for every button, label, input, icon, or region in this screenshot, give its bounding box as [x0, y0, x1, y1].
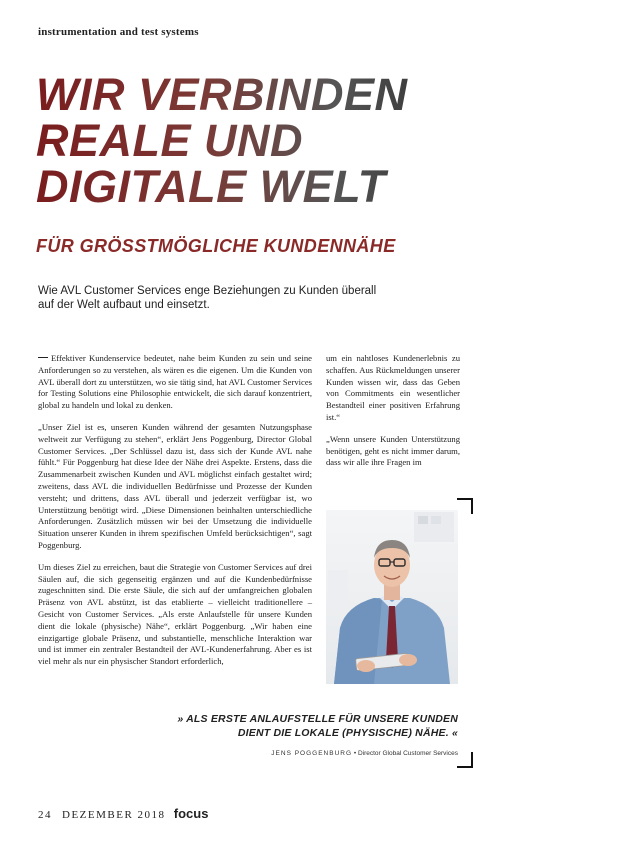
body-paragraph-4: um ein nahtloses Kundenerlebnis zu schaffen. Aus Rückmeldungen unserer Kunden wissen wir, dass das Geben von Commitments ein wesentlicher Bestandteil einer positiven Erfahrung ist.“	[326, 353, 460, 422]
page-footer	[38, 806, 208, 821]
start-marker	[38, 357, 48, 358]
headline-line-1: WIR VERBINDEN	[36, 69, 408, 120]
attribution-role: Director Global Customer Services	[357, 750, 458, 757]
lead-paragraph: Wie AVL Customer Services enge Beziehungen zu Kunden überall auf der Welt aufbaut und einsetzt.	[38, 285, 377, 311]
headline-line-2: REALE UND	[36, 115, 304, 166]
quote-attribution	[271, 750, 458, 757]
headline-line-3: DIGITALE WELT	[36, 161, 386, 212]
body-paragraph-1	[38, 353, 312, 412]
headline	[36, 69, 408, 212]
magazine-logo: focus	[173, 806, 209, 821]
body-column-1	[38, 353, 312, 678]
attribution-bullet: •	[353, 750, 357, 757]
page-number: 24	[38, 809, 52, 821]
body-paragraph-2: „Unser Ziel ist es, unseren Kunden während der gesamten Nutzungsphase weltweit zur Verfügung zu stehen“, erklärt Jens Poggenburg, Director Global Customer Services. „Der Schlüssel dazu ist, dass sich der Kunde AVL nahe fühlt.“ Für Poggenburg hat diese Idee der Nähe drei Aspekte. Erstens, dass die Zusammenarbeit zwischen Kunden und AVL möglichst einfach gestaltet wird; zweitens, dass AVL die individuellen Bedürfnisse und Prozesse der Kunden versteht; und drittens, dass AVL überall und jederzeit verfügbar ist, wo Unterstützung benötigt wird. „Diese Dimensionen beinhalten unterschiedliche Anforderungen. Zusätzlich müssen wir bei der Umsetzung die individuelle Situation unserer Kunden in ihrem spezifischen Umfeld berücksichtigen“, sagt Poggenburg.	[38, 421, 312, 550]
section-label: instrumentation and test systems	[38, 26, 199, 38]
issue-date: DEZEMBER 2018	[62, 809, 166, 821]
subheadline: FÜR GRÖSSTMÖGLICHE KUNDENNÄHE	[36, 236, 396, 256]
pull-quote: » ALS ERSTE ANLAUFSTELLE FÜR UNSERE KUNDEN DIENT DIE LOKALE (PHYSISCHE) NÄHE. «	[177, 713, 458, 739]
portrait-photo	[326, 510, 458, 684]
body-column-2	[326, 353, 460, 479]
quote-frame-top-corner	[457, 498, 473, 514]
body-paragraph-1-text: Effektiver Kundenservice bedeutet, nahe beim Kunden zu sein und seine Anforderungen so zu verstehen, als wären es die eigenen. Um die Kunden von AVL überall dort zu unterstützen, wo sie tätig sind, hat AVL Customer Services for Testing Solutions eine Philosophie entwickelt, die sich darauf konzentriert, global zu handeln und lokal zu denken.	[38, 353, 312, 411]
body-paragraph-5: „Wenn unsere Kunden Unterstützung benötigen, geht es nicht immer darum, dass wir alle ihre Fragen im	[326, 433, 460, 468]
attribution-name: JENS POGGENBURG	[271, 750, 353, 757]
quote-frame-bottom-corner	[457, 752, 473, 768]
body-paragraph-3: Um dieses Ziel zu erreichen, baut die Strategie von Customer Services auf drei Säulen auf, die sich gegenseitig ergänzen und auf die Kundenbedürfnisse zugeschnitten sind. Die erste Säule, die sich auf der umfangreichen globalen Präsenz von AVL abstützt, ist das etablierte – vielleicht traditionellere – Gesicht von Customer Services. „Als erste Anlaufstelle für unsere Kunden dient die lokale (physische) Nähe“, erklärt Poggenburg. „Wir haben eine einzigartige globale Präsenz, und substantielle, menschliche Interaktion war und ist immer ein zentraler Bestandteil der AVL-Kundenerfahrung. Aber es ist viel mehr als nur ein physischer Standort erforderlich,	[38, 561, 312, 667]
